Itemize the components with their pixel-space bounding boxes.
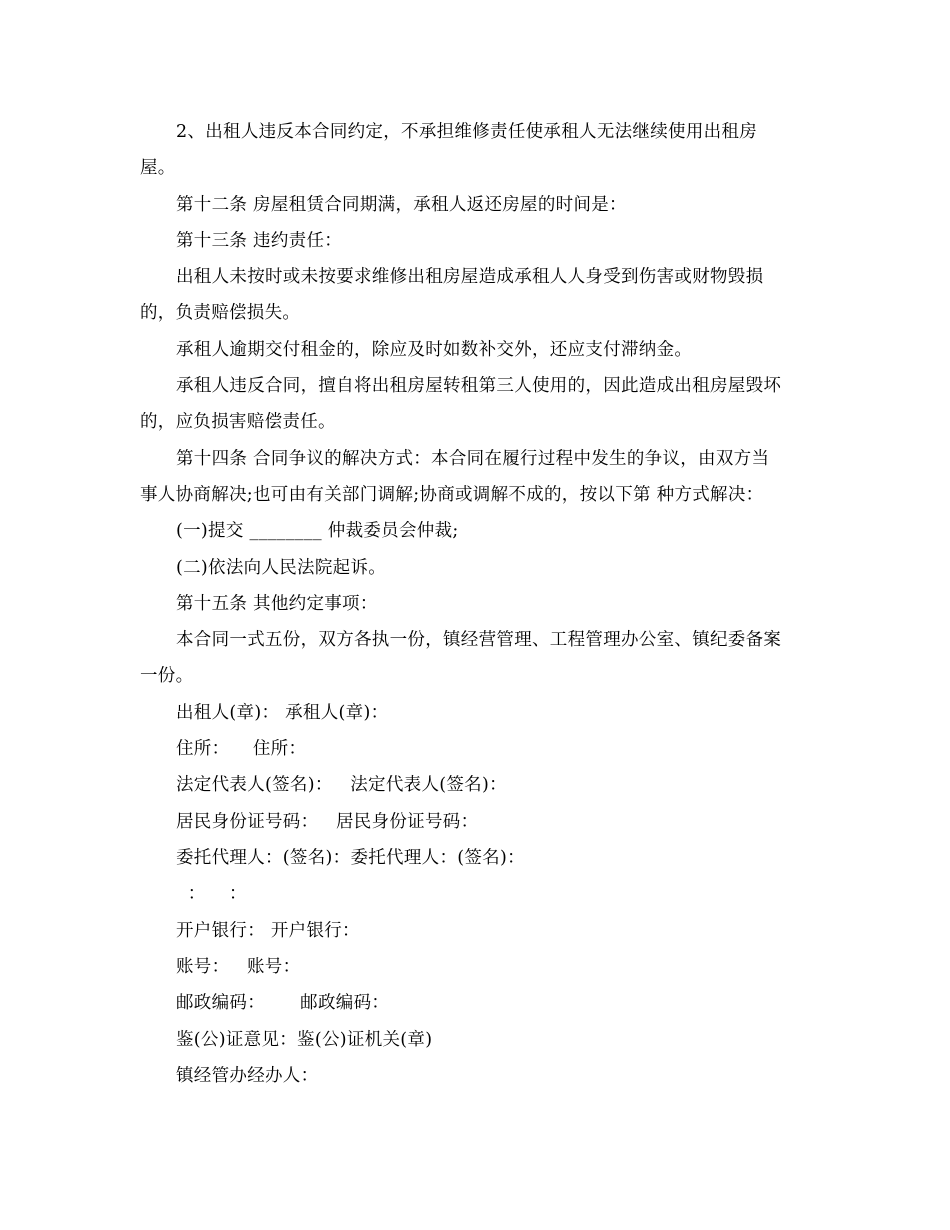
town-handler-row: 镇经管办经办人：: [176, 1066, 319, 1086]
copies-note-line-2: 一份。: [140, 666, 194, 686]
notary-row: 鉴(公)证意见：鉴(公)证机关(章): [176, 1030, 433, 1050]
blank-colon-row: ： ：: [176, 884, 247, 904]
copies-note-line-1: 本合同一式五份，双方各执一份，镇经营管理、工程管理办公室、镇纪委备案: [176, 630, 782, 650]
breach-late-rent: 承租人逾期交付租金的，除应及时如数补交外，还应支付滞纳金。: [176, 340, 693, 360]
agent-row: 委托代理人：(签名)：委托代理人：(签名)：: [176, 848, 525, 868]
id-number-row: 居民身份证号码： 居民身份证号码：: [176, 812, 479, 832]
dispute-option-2: (二)依法向人民法院起诉。: [176, 558, 387, 578]
breach-lessor-line-1: 出租人未按时或未按要求维修出租房屋造成承租人人身受到伤害或财物毁损: [176, 267, 764, 287]
clause-2-line-1: 2、出租人违反本合同约定，不承担维修责任使承租人无法继续使用出租房: [176, 122, 758, 142]
bank-row: 开户银行： 开户银行：: [176, 921, 360, 941]
article-12: 第十二条 房屋租赁合同期满，承租人返还房屋的时间是：: [176, 195, 627, 215]
signature-seal-row: 出租人(章)： 承租人(章)：: [176, 703, 389, 723]
address-row: 住所： 住所：: [176, 739, 307, 759]
breach-sublet-line-1: 承租人违反合同，擅自将出租房屋转租第三人使用的，因此造成出租房屋毁坏: [176, 376, 782, 396]
account-row: 账号： 账号：: [176, 957, 301, 977]
breach-sublet-line-2: 的，应负损害赔偿责任。: [140, 412, 336, 432]
postcode-row: 邮政编码： 邮政编码：: [176, 993, 390, 1013]
clause-2-line-2: 屋。: [140, 158, 176, 178]
dispute-option-1: (一)提交 ________ 仲裁委员会仲裁;: [176, 521, 459, 541]
breach-lessor-line-2: 的，负责赔偿损失。: [140, 303, 301, 323]
article-14-line-2: 事人协商解决;也可由有关部门调解;协商或调解不成的，按以下第 种方式解决：: [140, 485, 764, 505]
legal-rep-row: 法定代表人(签名)： 法定代表人(签名)：: [176, 775, 507, 795]
article-15-heading: 第十五条 其他约定事项：: [176, 594, 378, 614]
article-13-heading: 第十三条 违约责任：: [176, 231, 343, 251]
article-14-line-1: 第十四条 合同争议的解决方式：本合同在履行过程中发生的争议，由双方当: [176, 449, 770, 469]
